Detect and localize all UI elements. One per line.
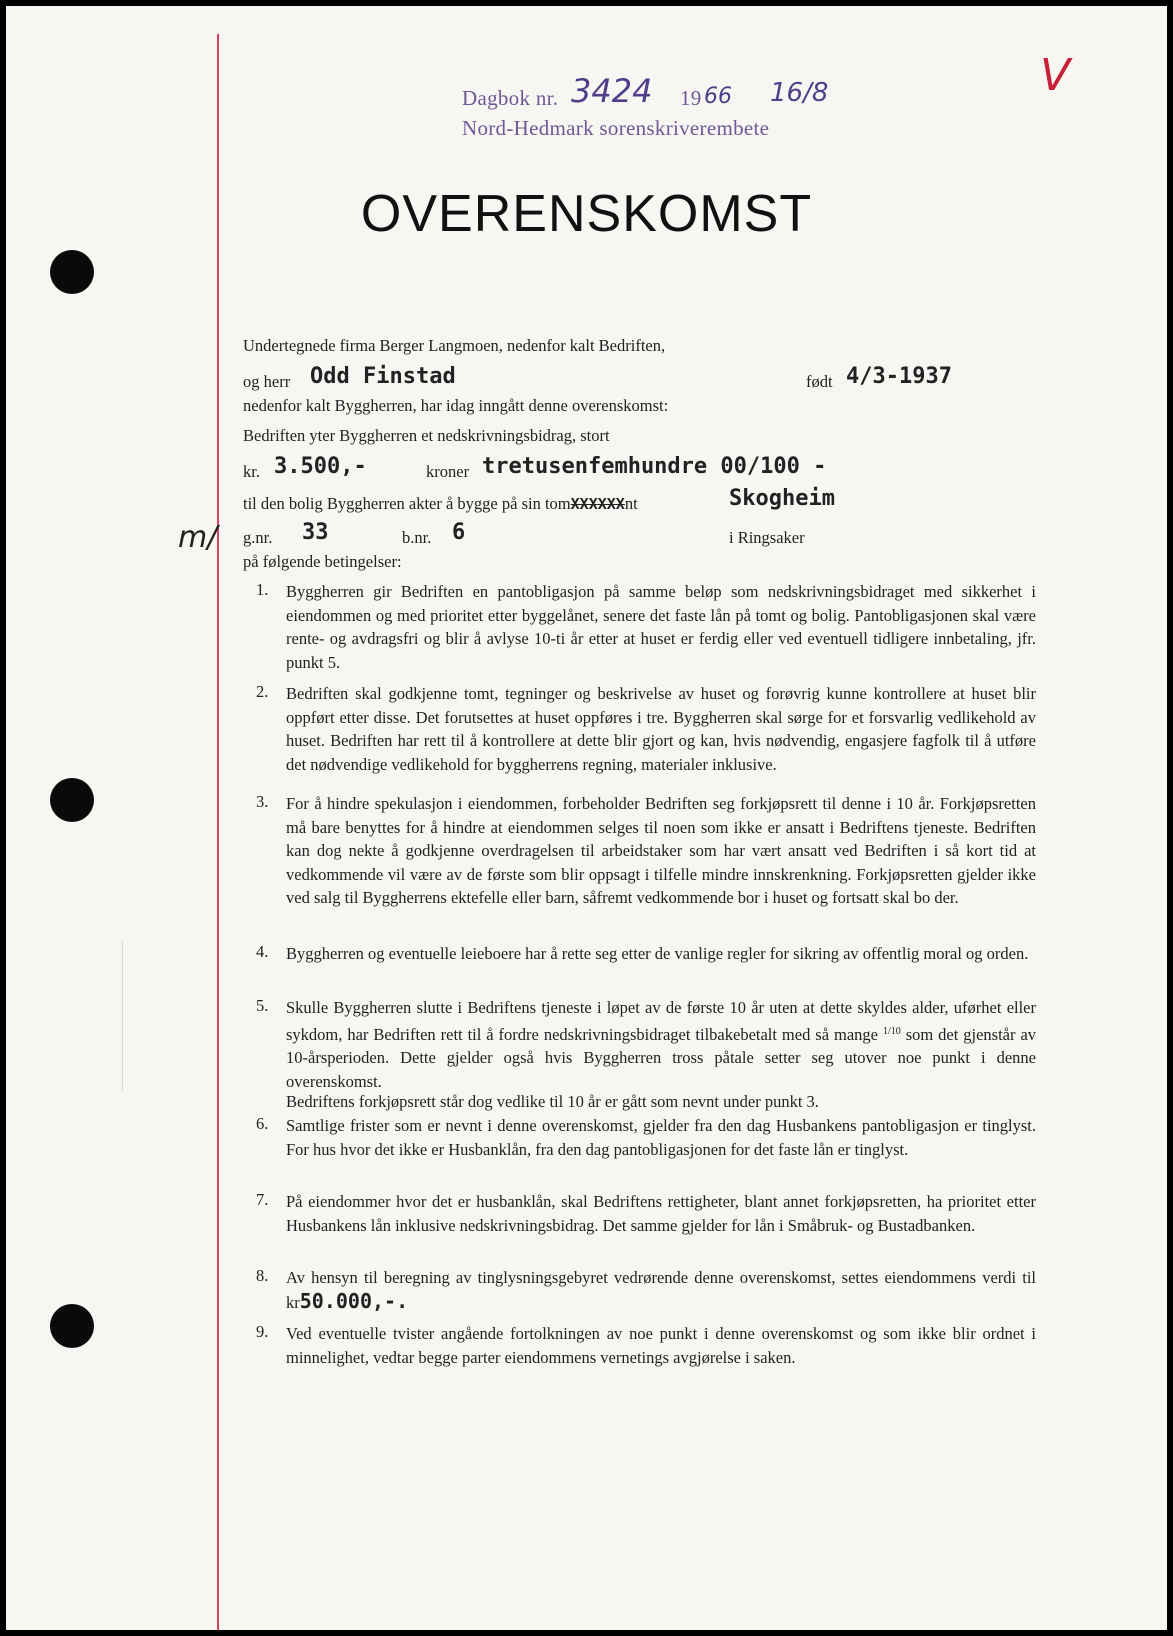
clause-8-text — [286, 1266, 1036, 1314]
name-field: Odd Finstad — [310, 364, 456, 389]
punch-hole-top — [50, 250, 94, 294]
clause-4-number: 4. — [256, 942, 269, 961]
clause-5-fraction: 1/10 — [882, 1025, 901, 1037]
clause-2-number: 2. — [256, 682, 269, 701]
document-title: OVERENSKOMST — [360, 185, 813, 243]
municipality-label: i Ringsaker — [729, 528, 805, 547]
year-printed: 19 — [680, 86, 702, 110]
clause-5-text-b: som det gjenstår av 10-årsperioden. Dette gjelder også hvis Byggherren tross påtale setter seg utover noe punkt i denne overenskomst. — [286, 1024, 1037, 1091]
og-herr-label: og herr — [243, 372, 291, 391]
clause-8-value: 50.000,-. — [299, 1288, 409, 1313]
amount-words-field: tretusenfemhundre 00/100 - — [482, 454, 827, 479]
dagbok-stamp — [462, 86, 558, 111]
property-name-field: Skogheim — [729, 486, 835, 511]
clause-5-text-a: Skulle Byggherren slutte i Bedriftens tjeneste i løpet av de første 10 år uten at dette skyldes alder, uførhet eller sykdom, har Bedriften rett til å fordre nedskrivningsbidraget tilbakebetalt med så mange — [286, 998, 1036, 1044]
punch-hole-middle — [50, 778, 94, 822]
margin-rule — [217, 34, 219, 1630]
gnr-label: g.nr. — [243, 528, 273, 547]
clause-8-text-a: Av hensyn til beregning av tinglysningsgebyret vedrørende denne overenskomst, settes eiendommens verdi til kr — [286, 1268, 1036, 1312]
office-stamp: Nord-Hedmark sorenskriverembete — [462, 116, 770, 140]
document-page — [6, 6, 1167, 1630]
clause-6-text: Samtlige frister som er nevnt i denne overenskomst, gjelder fra den dag Husbankens pantobligasjon er tinglyst. For hus hvor det ikke er Husbanklån, fra den dag pantobligasjonen for det faste lån er tinglyst. — [286, 1116, 1036, 1159]
corner-check-mark: V — [1040, 50, 1071, 101]
punch-hole-bottom — [50, 1304, 94, 1348]
year-handwritten: 66 — [704, 84, 732, 109]
margin-initials: m/ — [178, 520, 218, 555]
intro-line-6-tail: nt — [624, 494, 638, 513]
kr-label: kr. — [243, 462, 260, 481]
intro-line-1: Undertegnede firma Berger Langmoen, nedenfor kalt Bedriften, — [243, 336, 666, 355]
clause-1-text: Byggherren gir Bedriften en pantobligasjon på samme beløp som nedskrivningsbidraget med sikkerhet i eiendommen og med prioritet etter byggelånet, senere det faste lån på tomt og bolig. Pantobligasjonen skal være rente- og avdragsfri og blir å avlyse 10-ti år etter at huset er ferdig eller ved eventuell tidligere innbetaling, jfr. punkt 5. — [286, 582, 1036, 672]
amount-field: 3.500,- — [274, 454, 367, 479]
clause-9-number: 9. — [256, 1322, 269, 1341]
bnr-field: 6 — [452, 520, 466, 545]
conditions-label: på følgende betingelser: — [243, 552, 402, 571]
clause-3-text: For å hindre spekulasjon i eiendommen, forbeholder Bedriften seg forkjøpsrett til denne i 10 år. Forkjøpsretten må bare benyttes for å hindre at eiendommen selges til noen som ikke er ansatt i Bedriftens tjeneste. Bedriften kan dog nekte å godkjenne overdragelsen til arbeidstaker som har vært ansatt ved Bedriften i så kort tid at vedkommende vil være av de første som blir oppsagt i tilfelle mindre innskrenkning. Forkjøpsretten gjelder ikke ved salg til Byggherrens ektefelle eller barn, såfremt vedkommende bor i huset og fortsatt skal bo der. — [286, 794, 1036, 907]
clause-7-number: 7. — [256, 1190, 269, 1209]
fodt-label: født — [806, 372, 833, 391]
clause-1-number: 1. — [256, 580, 269, 599]
gnr-field: 33 — [302, 520, 329, 545]
clause-5-text-c: Bedriftens forkjøpsrett står dog vedlike til 10 år er gått som nevnt under punkt 3. — [286, 1092, 819, 1111]
clause-7-text: På eiendommer hvor det er husbanklån, skal Bedriftens rettigheter, blant annet forkjøpsretten, ha prioritet etter Husbankens lån inklusive nedskrivningsbidrag. Det samme gjelder for lån i Småbruk- og Bustadbanken. — [286, 1192, 1036, 1235]
struck-text: XXXXXX — [570, 495, 625, 513]
clause-5-number: 5. — [256, 996, 269, 1015]
clause-8-number: 8. — [256, 1266, 269, 1285]
date-handwritten: 16/8 — [770, 78, 829, 108]
kroner-label: kroner — [426, 462, 470, 481]
intro-line-6-prefix: til den bolig Byggherren akter å bygge på sin tom — [243, 494, 571, 513]
dagbok-number: 3424 — [571, 72, 653, 110]
clause-9-text: Ved eventuelle tvister angående fortolkningen av noe punkt i denne overenskomst og som ikke blir ordnet i minnelighet, vedtar begge parter eiendommens vernetings avgjørelse i saken. — [286, 1324, 1036, 1367]
clause-2-text: Bedriften skal godkjenne tomt, tegninger og beskrivelse av huset og forøvrig kunne kontrollere at huset blir oppført etter disse. Det forutsettes at huset oppføres i tre. Byggherren skal sørge for et forsvarlig vedlikehold av huset. Bedriften har rett til å kontrollere at dette blir gjort og kan, hvis nødvendig, engasjere fagfolk til å utføre det nødvendige vedlikehold for byggherrens regning, materialer inklusive. — [286, 684, 1036, 774]
intro-line-4: Bedriften yter Byggherren et nedskrivningsbidrag, stort — [243, 426, 610, 445]
clause-4-text: Byggherren og eventuelle leieboere har å rette seg etter de vanlige regler for sikring av offentlig moral og orden. — [286, 944, 1029, 963]
clause-6-number: 6. — [256, 1114, 269, 1133]
dagbok-label: Dagbok nr. — [462, 86, 559, 110]
clause-5-text — [286, 996, 1036, 1093]
clause-3-number: 3. — [256, 792, 269, 811]
intro-line-6 — [243, 494, 638, 514]
bnr-label: b.nr. — [402, 528, 432, 547]
intro-line-3: nedenfor kalt Byggherren, har idag inngått denne overenskomst: — [243, 396, 669, 415]
faint-mark — [122, 941, 123, 1091]
birth-date-field: 4/3-1937 — [846, 364, 952, 389]
